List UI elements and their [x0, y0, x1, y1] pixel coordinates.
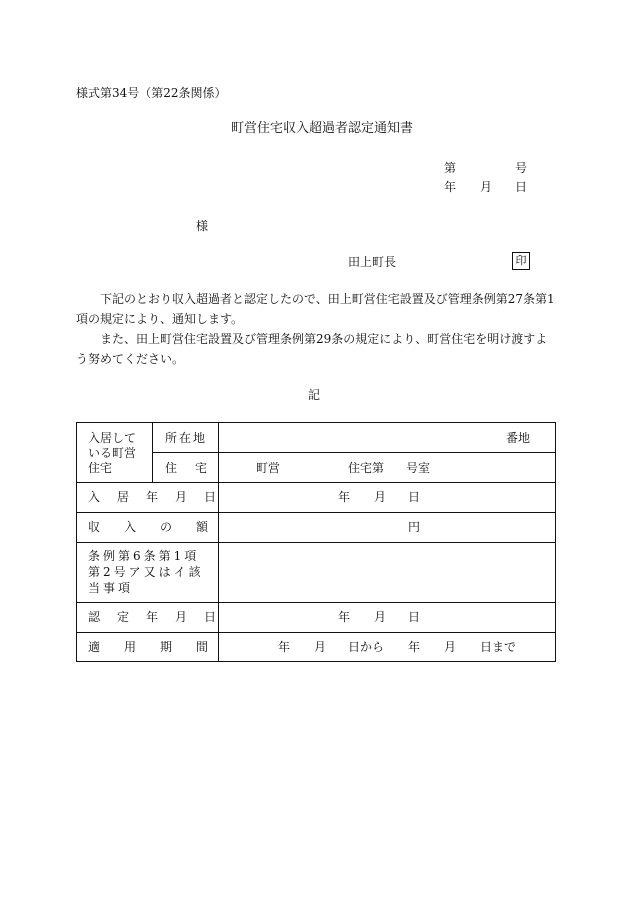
cert-year-unit: 年	[338, 610, 351, 624]
seal-stamp: 印	[512, 252, 530, 270]
article-label	[88, 548, 204, 596]
doc-number-suffix: 号	[515, 161, 528, 175]
form-number: 様式第34号（第22条関係）	[76, 86, 227, 100]
period-to-month: 月	[444, 640, 457, 654]
article-label-line-1: 条例第6条第1項	[88, 549, 200, 563]
residence-label-line-1: 入居して	[88, 431, 137, 445]
document-title: 町営住宅収入超過者認定通知書	[231, 121, 414, 136]
location-label: 所在地	[165, 431, 208, 445]
period-to-day: 日まで	[480, 640, 517, 654]
move-in-year-unit: 年	[338, 490, 351, 504]
article-label-line-2: 第2号ア又はイ該	[88, 565, 204, 579]
body-paragraph-2: また、田上町営住宅設置及び管理条例第29条の規定により、町営住宅を明け渡すよう努めてください。	[76, 332, 548, 366]
issuer-name: 田上町長	[348, 255, 397, 269]
location-suffix: 番地	[506, 431, 531, 445]
house-suffix: 号室	[406, 461, 431, 475]
addressee-honorific: 様	[196, 219, 209, 233]
house-label: 住宅	[165, 461, 226, 475]
period-from-year: 年	[278, 640, 291, 654]
date-year-unit: 年	[444, 180, 457, 194]
move-in-month-unit: 月	[374, 490, 387, 504]
date-month-unit: 月	[480, 180, 493, 194]
body-text	[76, 289, 556, 369]
period-label: 適用期間	[88, 640, 233, 654]
cert-date-label: 認定年月日	[88, 610, 234, 624]
cert-month-unit: 月	[374, 610, 387, 624]
residence-label	[88, 431, 136, 476]
body-paragraph-1: 下記のとおり収入超過者と認定したので、田上町営住宅設置及び管理条例第27条第1項の規定により、通知します。	[76, 292, 555, 326]
residence-label-line-2: いる町営	[88, 446, 137, 460]
period-from-day: 日から	[348, 640, 385, 654]
article-label-line-3: 当事項	[88, 581, 134, 595]
doc-number-prefix: 第	[444, 161, 457, 175]
details-table	[76, 422, 556, 662]
date-day-unit: 日	[515, 180, 528, 194]
income-unit: 円	[408, 520, 421, 534]
house-prefix: 町営	[256, 461, 281, 475]
ki-heading: 記	[308, 388, 321, 402]
income-label: 収入の額	[88, 520, 233, 534]
move-in-label-text: 入居年月日	[88, 490, 234, 504]
move-in-label	[88, 490, 234, 504]
period-from-month: 月	[314, 640, 327, 654]
residence-label-line-3: 住宅	[88, 461, 113, 475]
house-middle: 住宅第	[348, 461, 385, 475]
period-to-year: 年	[408, 640, 421, 654]
move-in-day-unit: 日	[408, 490, 421, 504]
cert-day-unit: 日	[408, 610, 421, 624]
